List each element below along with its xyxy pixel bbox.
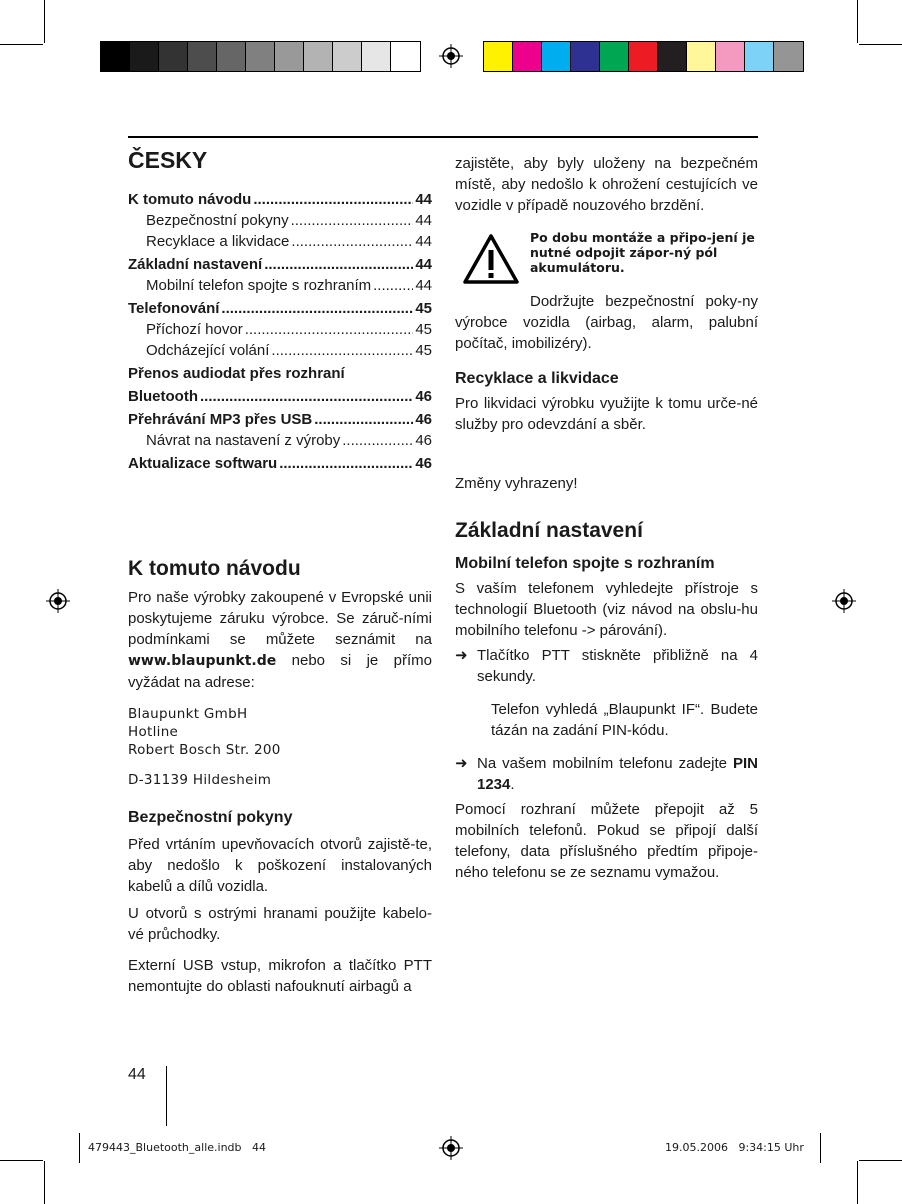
color-swatch — [513, 42, 542, 71]
color-swatch — [333, 42, 362, 71]
step-item — [455, 645, 758, 687]
toc-title: K tomuto návodu — [128, 191, 252, 208]
color-swatch — [362, 42, 391, 71]
toc-entry[interactable] — [128, 231, 432, 252]
arrow-icon: ➜ — [455, 647, 468, 664]
address-line: Blaupunkt GmbH — [128, 706, 248, 722]
toc-page: 44 — [415, 277, 432, 294]
toc-title: Mobilní telefon spojte s rozhraním — [146, 277, 372, 294]
toc-entry[interactable] — [128, 210, 432, 231]
toc-page: 45 — [415, 342, 432, 359]
toc-page: 44 — [415, 233, 432, 250]
safety-paragraph: Před vrtáním upevňovacích otvorů zajistě-te, aby nedošlo k poškození instalovaných kabelů a dílů vozidla. — [128, 836, 432, 895]
section-heading-basic: Základní nastavení — [455, 519, 643, 542]
toc-title: Aktualizace softwaru — [128, 455, 278, 472]
toc-entry[interactable] — [128, 386, 432, 407]
left-column — [128, 147, 432, 997]
toc-title: Přehrávání MP3 přes USB — [128, 411, 313, 428]
recycle-paragraph: Pro likvidaci výrobku využijte k tomu urče-né služby pro odevzdání a sběr. — [455, 395, 758, 433]
toc-leader — [221, 298, 413, 319]
registration-mark-icon — [832, 589, 856, 613]
toc-entry[interactable] — [128, 453, 432, 474]
toc-page: 44 — [415, 212, 432, 229]
continued-paragraph: zajistěte, aby byly uloženy na bezpečném místě, aby nedošlo k ohrožení cestujících ve vozidle v případě nouzového brzdění. — [455, 155, 758, 214]
grayscale-bar — [100, 41, 421, 72]
footer-rule — [820, 1133, 821, 1163]
toc-page: 45 — [415, 321, 432, 338]
toc-entry[interactable] — [128, 189, 432, 210]
warning-block — [455, 230, 758, 354]
changes-note: Změny vyhrazeny! — [455, 475, 578, 492]
color-swatch — [217, 42, 246, 71]
toc-leader — [279, 453, 413, 474]
step-text: Tlačítko PTT stiskněte přibližně na 4 sekundy. — [477, 647, 758, 685]
toc-title: Telefonování — [128, 300, 220, 317]
language-heading: ČESKY — [128, 147, 208, 173]
color-swatch — [716, 42, 745, 71]
arrow-icon: ➜ — [455, 755, 468, 772]
toc-title: Recyklace a likvidace — [146, 233, 290, 250]
address-line: D-31139 Hildesheim — [128, 772, 272, 788]
toc-entry[interactable] — [128, 298, 432, 319]
final-paragraph: Pomocí rozhraní můžete přepojit až 5 mobilních telefonů. Pokud se připojí další telefony, data příslušného předtím připoje-ného telefonu se ze seznamu vymažou. — [455, 801, 758, 881]
toc-title: Příchozí hovor — [146, 321, 243, 338]
toc-page: 44 — [415, 191, 432, 208]
toc-leader — [271, 340, 413, 361]
toc-leader — [314, 409, 413, 430]
page-number: 44 — [128, 1066, 146, 1083]
section-heading-safety: Bezpečnostní pokyny — [128, 809, 293, 826]
toc-page: 46 — [415, 411, 432, 428]
registration-mark-icon — [439, 44, 463, 68]
toc-leader — [253, 189, 413, 210]
toc-leader — [245, 319, 414, 340]
step-text: Na vašem mobilním telefonu zadejte PIN 1234. — [477, 755, 758, 793]
section-heading-mobile: Mobilní telefon spojte s rozhraním — [455, 555, 715, 572]
color-swatch — [658, 42, 687, 71]
toc-title: Bluetooth — [128, 388, 198, 405]
page-number-rule — [166, 1066, 167, 1126]
website-link[interactable]: www.blaupunkt.de — [128, 653, 277, 669]
intro-paragraph: Pro naše výrobky zakoupené v Evropské unii poskytujeme záruku výrobce. Se záruč-ními podmínkami se můžete seznámit na www.blaupunkt.de nebo si je přímo vyžádat na adrese: — [128, 589, 432, 691]
address — [128, 705, 432, 789]
top-rule — [128, 136, 758, 138]
toc-entry[interactable] — [128, 363, 432, 384]
color-swatch — [629, 42, 658, 71]
step-item — [455, 753, 758, 795]
toc-title: Bezpečnostní pokyny — [146, 212, 289, 229]
toc-title: Základní nastavení — [128, 256, 263, 273]
toc-entry[interactable] — [128, 340, 432, 361]
color-bar — [483, 41, 804, 72]
registration-mark-icon — [46, 589, 70, 613]
registration-mark-icon — [439, 1136, 463, 1160]
section-heading-k-tomuto: K tomuto návodu — [128, 557, 301, 580]
color-swatch — [275, 42, 304, 71]
toc-page: 46 — [415, 388, 432, 405]
color-swatch — [130, 42, 159, 71]
toc-leader — [264, 254, 413, 275]
pin-code: PIN 1234 — [477, 755, 758, 793]
section-heading-recycle: Recyklace a likvidace — [455, 370, 619, 387]
toc-entry[interactable] — [128, 275, 432, 296]
address-line: Robert Bosch Str. 200 — [128, 742, 281, 758]
warning-triangle-icon — [463, 234, 519, 284]
toc-page: 44 — [415, 256, 432, 273]
step-note: Telefon vyhledá „Blaupunkt IF“. Budete tázán na zadání PIN-kódu. — [491, 701, 758, 739]
color-swatch — [304, 42, 333, 71]
color-swatch — [101, 42, 130, 71]
color-swatch — [571, 42, 600, 71]
toc-page: 45 — [415, 300, 432, 317]
color-swatch — [484, 42, 513, 71]
footer-date: 19.05.2006 9:34:15 Uhr — [665, 1141, 804, 1154]
toc-entry[interactable] — [128, 430, 432, 451]
toc-leader — [373, 275, 413, 296]
color-swatch — [391, 42, 420, 71]
toc-entry[interactable] — [128, 319, 432, 340]
color-swatch — [774, 42, 803, 71]
color-swatch — [600, 42, 629, 71]
color-swatch — [542, 42, 571, 71]
table-of-contents — [128, 189, 432, 474]
color-swatch — [159, 42, 188, 71]
color-swatch — [246, 42, 275, 71]
safety-paragraph: U otvorů s ostrými hranami použijte kabelo-vé průchodky. — [128, 905, 432, 943]
toc-leader — [342, 430, 413, 451]
footer-file: 479443_Bluetooth_alle.indb 44 — [88, 1141, 266, 1154]
toc-leader — [200, 386, 413, 407]
toc-leader — [291, 231, 413, 252]
toc-title: Odcházející volání — [146, 342, 270, 359]
color-swatch — [687, 42, 716, 71]
toc-page: 46 — [415, 455, 432, 472]
footer-rule — [79, 1133, 80, 1163]
warning-bold-text: Po dobu montáže a připo-jení je nutné odpojit zápor-ný pól akumulátoru. — [530, 230, 755, 275]
color-swatch — [188, 42, 217, 71]
address-line: Hotline — [128, 724, 179, 740]
toc-entry[interactable] — [128, 409, 432, 430]
warning-text: Dodržujte bezpečnostní poky-ny výrobce vozidla (airbag, alarm, palubní počítač, imobilizéry). — [455, 293, 758, 352]
mobile-paragraph: S vaším telefonem vyhledejte přístroje s technologií Bluetooth (viz návod na obslu-hu mobilního telefonu -> párování). — [455, 580, 758, 639]
toc-leader — [291, 210, 414, 231]
safety-paragraph: Externí USB vstup, mikrofon a tlačítko PTT nemontujte do oblasti nafouknutí airbagů a — [128, 957, 432, 995]
toc-title: Návrat na nastavení z výroby — [146, 432, 341, 449]
right-column — [455, 153, 758, 883]
color-swatch — [745, 42, 774, 71]
toc-page: 46 — [415, 432, 432, 449]
toc-entry[interactable] — [128, 254, 432, 275]
toc-title: Přenos audiodat přes rozhraní — [128, 365, 345, 382]
